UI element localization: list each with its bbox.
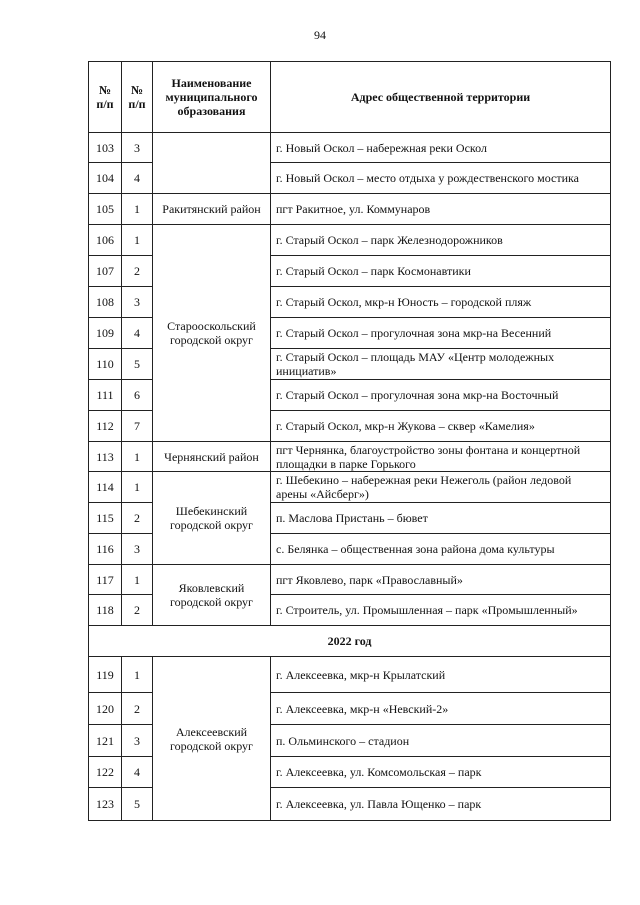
address-cell: пгт Яковлево, парк «Православный»: [271, 565, 611, 595]
row-number: 112: [89, 411, 122, 442]
address-cell: г. Старый Оскол – парк Космонавтики: [271, 256, 611, 287]
municipality-cell: Ракитянский район: [153, 194, 271, 225]
row-number: 113: [89, 442, 122, 472]
address-cell: г. Новый Оскол – набережная реки Оскол: [271, 133, 611, 163]
municipality-cell: Яковлевский городской округ: [153, 565, 271, 626]
row-number: 107: [89, 256, 122, 287]
row-number: 110: [89, 349, 122, 380]
row-number: 104: [89, 163, 122, 194]
row-number: 123: [89, 788, 122, 821]
table-header-row: [89, 62, 611, 133]
table-row: [89, 565, 611, 595]
row-local-number: 5: [122, 349, 153, 380]
row-number: 106: [89, 225, 122, 256]
address-cell: г. Алексеевка, мкр-н Крылатский: [271, 657, 611, 693]
address-cell: пгт Чернянка, благоустройство зоны фонтана и концертной площадки в парке Горького: [271, 442, 611, 472]
row-local-number: 5: [122, 788, 153, 821]
address-cell: п. Маслова Пристань – бювет: [271, 503, 611, 534]
row-number: 111: [89, 380, 122, 411]
row-local-number: 2: [122, 595, 153, 626]
header-num-local: № п/п: [122, 62, 153, 133]
row-local-number: 1: [122, 225, 153, 256]
row-number: 115: [89, 503, 122, 534]
row-local-number: 4: [122, 163, 153, 194]
row-number: 118: [89, 595, 122, 626]
address-cell: г. Алексеевка, ул. Павла Ющенко – парк: [271, 788, 611, 821]
municipality-cell: Шебекинский городской округ: [153, 472, 271, 565]
row-number: 105: [89, 194, 122, 225]
row-number: 116: [89, 534, 122, 565]
table-body-before-year: [89, 133, 611, 626]
row-number: 114: [89, 472, 122, 503]
row-local-number: 2: [122, 503, 153, 534]
address-cell: г. Старый Оскол – площадь МАУ «Центр молодежных инициатив»: [271, 349, 611, 380]
address-cell: с. Белянка – общественная зона района дома культуры: [271, 534, 611, 565]
header-municipality: Наименование муниципального образования: [153, 62, 271, 133]
address-cell: г. Старый Оскол – прогулочная зона мкр-на Весенний: [271, 318, 611, 349]
table-row: [89, 657, 611, 693]
row-local-number: 6: [122, 380, 153, 411]
address-cell: п. Ольминского – стадион: [271, 725, 611, 757]
table-row: [89, 194, 611, 225]
territory-table: [88, 61, 611, 821]
row-local-number: 7: [122, 411, 153, 442]
address-cell: г. Новый Оскол – место отдыха у рождественского мостика: [271, 163, 611, 194]
row-local-number: 3: [122, 534, 153, 565]
row-number: 122: [89, 757, 122, 788]
address-cell: г. Старый Оскол, мкр-н Юность – городской пляж: [271, 287, 611, 318]
row-local-number: 1: [122, 657, 153, 693]
address-cell: г. Старый Оскол – прогулочная зона мкр-на Восточный: [271, 380, 611, 411]
row-local-number: 1: [122, 194, 153, 225]
table-row: [89, 225, 611, 256]
row-local-number: 3: [122, 133, 153, 163]
municipality-cell: [153, 133, 271, 194]
address-cell: пгт Ракитное, ул. Коммунаров: [271, 194, 611, 225]
header-num: № п/п: [89, 62, 122, 133]
row-local-number: 1: [122, 472, 153, 503]
table-body-after-year: [89, 657, 611, 821]
address-cell: г. Шебекино – набережная реки Нежеголь (район ледовой арены «Айсберг»): [271, 472, 611, 503]
address-cell: г. Старый Оскол – парк Железнодорожников: [271, 225, 611, 256]
municipality-cell: Старооскольский городской округ: [153, 225, 271, 442]
year-label: 2022 год: [89, 626, 611, 657]
row-number: 121: [89, 725, 122, 757]
row-number: 119: [89, 657, 122, 693]
header-address: Адрес общественной территории: [271, 62, 611, 133]
row-number: 103: [89, 133, 122, 163]
row-local-number: 3: [122, 287, 153, 318]
row-local-number: 2: [122, 693, 153, 725]
row-number: 117: [89, 565, 122, 595]
page-number: 94: [314, 28, 326, 42]
municipality-cell: Чернянский район: [153, 442, 271, 472]
row-number: 108: [89, 287, 122, 318]
address-cell: г. Алексеевка, ул. Комсомольская – парк: [271, 757, 611, 788]
row-local-number: 1: [122, 442, 153, 472]
address-cell: г. Строитель, ул. Промышленная – парк «Промышленный»: [271, 595, 611, 626]
address-cell: г. Алексеевка, мкр-н «Невский-2»: [271, 693, 611, 725]
row-local-number: 4: [122, 757, 153, 788]
row-number: 109: [89, 318, 122, 349]
table-row: [89, 472, 611, 503]
table-row: [89, 133, 611, 163]
row-local-number: 3: [122, 725, 153, 757]
municipality-cell: Алексеевский городской округ: [153, 657, 271, 821]
year-row: [89, 626, 611, 657]
top-edge: [0, 0, 640, 12]
row-number: 120: [89, 693, 122, 725]
row-local-number: 4: [122, 318, 153, 349]
address-cell: г. Старый Оскол, мкр-н Жукова – сквер «Камелия»: [271, 411, 611, 442]
row-local-number: 2: [122, 256, 153, 287]
table-row: [89, 442, 611, 472]
row-local-number: 1: [122, 565, 153, 595]
